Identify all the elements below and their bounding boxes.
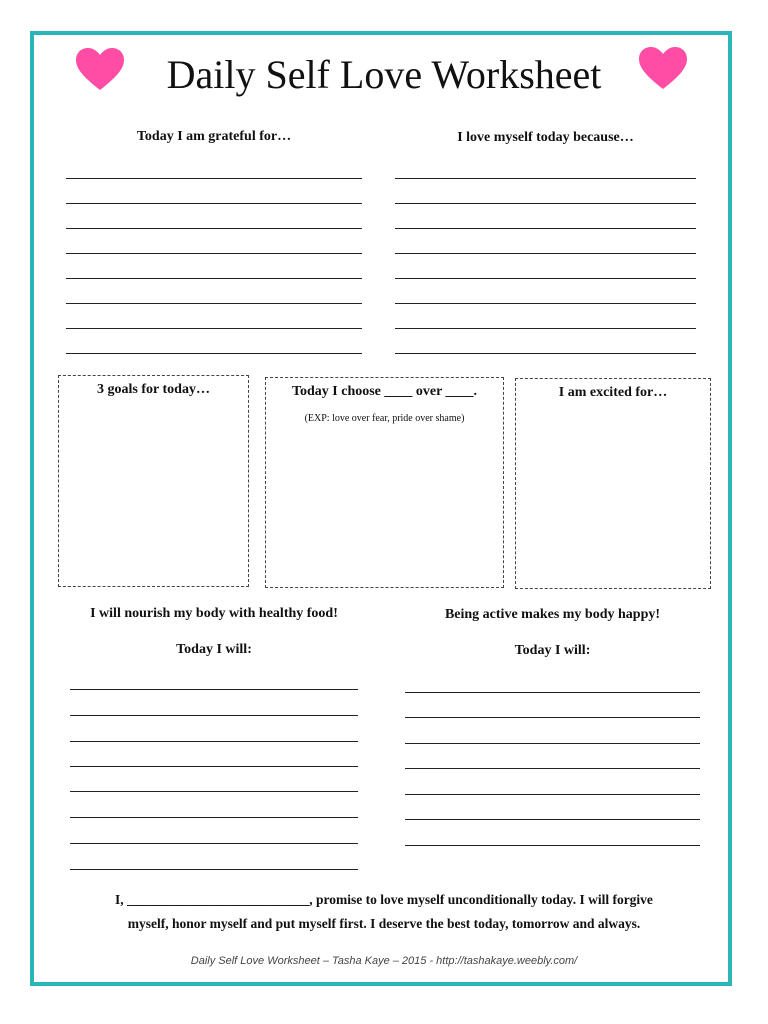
pledge-text: [60, 888, 708, 936]
writing-line[interactable]: [66, 253, 362, 254]
writing-line[interactable]: [405, 794, 700, 795]
footer-credit: Daily Self Love Worksheet – Tasha Kaye – 2015 - http://tashakaye.weebly.com/: [190, 955, 578, 967]
goals-heading: 3 goals for today…: [97, 382, 210, 397]
choose-example: (EXP: love over fear, pride over shame): [304, 413, 465, 424]
writing-line[interactable]: [395, 353, 696, 354]
writing-line[interactable]: [66, 303, 362, 304]
writing-line[interactable]: [405, 717, 700, 718]
writing-line[interactable]: [395, 178, 696, 179]
love-myself-lines[interactable]: [395, 178, 696, 358]
excited-heading: I am excited for…: [558, 385, 668, 400]
writing-line[interactable]: [395, 278, 696, 279]
choose-heading: Today I choose ____ over ____.: [291, 384, 478, 399]
writing-line[interactable]: [66, 178, 362, 179]
goals-box[interactable]: [58, 375, 249, 587]
writing-line[interactable]: [395, 328, 696, 329]
writing-line[interactable]: [70, 766, 358, 767]
grateful-lines[interactable]: [66, 178, 362, 358]
active-heading: Being active makes my body happy!: [444, 607, 661, 622]
writing-line[interactable]: [66, 228, 362, 229]
page-title: Daily Self Love Worksheet: [166, 52, 602, 97]
writing-line[interactable]: [395, 253, 696, 254]
writing-line[interactable]: [70, 843, 358, 844]
writing-line[interactable]: [70, 741, 358, 742]
writing-line[interactable]: [395, 228, 696, 229]
writing-line[interactable]: [395, 203, 696, 204]
writing-line[interactable]: [405, 845, 700, 846]
choose-box[interactable]: [265, 377, 504, 588]
writing-line[interactable]: [405, 768, 700, 769]
writing-line[interactable]: [70, 791, 358, 792]
writing-line[interactable]: [70, 715, 358, 716]
pledge-line-1: I, ___________________________, promise to love myself unconditionally today. I will forgive: [115, 892, 653, 907]
pledge-line-2: myself, honor myself and put myself first. I deserve the best today, tomorrow and always.: [127, 916, 641, 931]
writing-line[interactable]: [405, 692, 700, 693]
writing-line[interactable]: [405, 819, 700, 820]
nourish-lines[interactable]: [70, 689, 358, 874]
writing-line[interactable]: [66, 353, 362, 354]
active-today-heading: Today I will:: [514, 643, 591, 658]
writing-line[interactable]: [70, 817, 358, 818]
grateful-heading: Today I am grateful for…: [136, 129, 292, 144]
writing-line[interactable]: [70, 689, 358, 690]
writing-line[interactable]: [66, 203, 362, 204]
active-lines[interactable]: [405, 692, 700, 877]
writing-line[interactable]: [66, 328, 362, 329]
writing-line[interactable]: [395, 303, 696, 304]
love-myself-heading: I love myself today because…: [457, 130, 634, 145]
nourish-heading: I will nourish my body with healthy food!: [90, 606, 338, 621]
excited-box[interactable]: [515, 378, 711, 589]
writing-line[interactable]: [70, 869, 358, 870]
writing-line[interactable]: [66, 278, 362, 279]
writing-line[interactable]: [405, 743, 700, 744]
nourish-today-heading: Today I will:: [176, 642, 252, 657]
heart-icon: [76, 48, 124, 92]
